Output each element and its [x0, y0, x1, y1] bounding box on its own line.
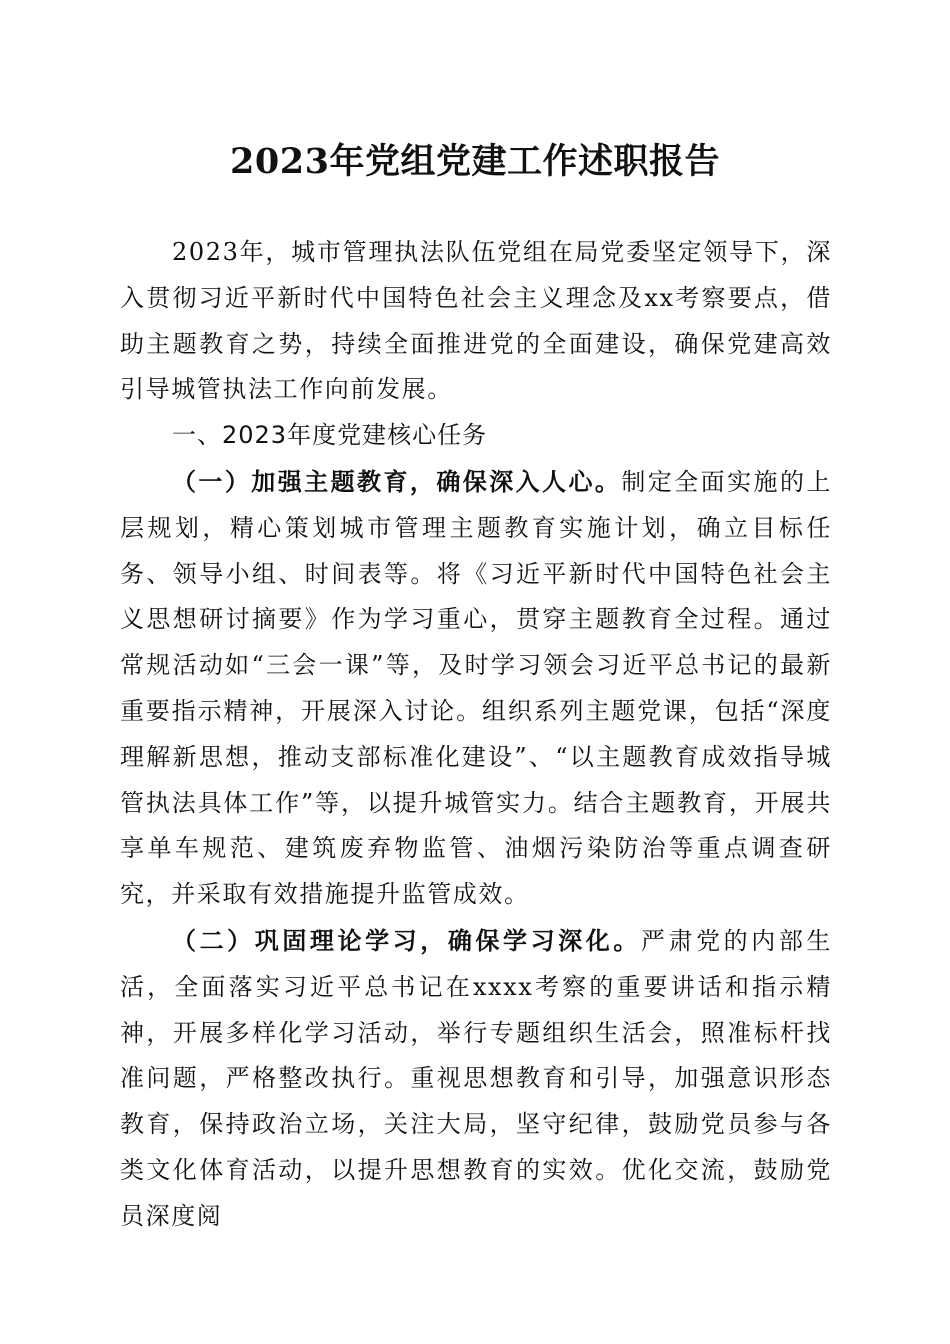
document-body: [120, 230, 832, 1240]
intro-paragraph: 2023年，城市管理执法队伍党组在局党委坚定领导下，深入贯彻习近平新时代中国特色社会主义理念及xx考察要点，借助主题教育之势，持续全面推进党的全面建设，确保党建高效引导城管执法工作向前发展。: [120, 238, 832, 404]
item-text-1: 制定全面实施的上层规划，精心策划城市管理主题教育实施计划，确立目标任务、领导小组、时间表等。将《习近平新时代中国特色社会主义思想研讨摘要》作为学习重心，贯穿主题教育全过程。通过常规活动如“三会一课”等，及时学习领会习近平总书记的最新重要指示精神，开展深入讨论。组织系列主题党课，包括“深度理解新思想，推动支部标准化建设”、“以主题教育成效指导城管执法具体工作”等，以提升城管实力。结合主题教育，开展共享单车规范、建筑废弃物监管、油烟污染防治等重点调查研究，并采取有效措施提升监管成效。: [120, 467, 832, 909]
item-lead-1: （一）加强主题教育，确保深入人心。: [172, 466, 622, 496]
item-text-2: 严肃党的内部生活，全面落实习近平总书记在xxxx考察的重要讲话和指示精神，开展多样化学习活动，举行专题组织生活会，照准标杆找准问题，严格整改执行。重视思想教育和引导，加强意识形态教育，保持政治立场，关注大局，坚守纪律，鼓励党员参与各类文化体育活动，以提升思想教育的实效。优化交流，鼓励党员深度阅: [120, 926, 832, 1230]
item-lead-2: （二）巩固理论学习，确保学习深化。: [172, 925, 641, 955]
item-paragraph-2: [120, 918, 832, 1240]
item-paragraph-1: [120, 459, 832, 918]
section-heading: 一、2023年度党建核心任务: [172, 421, 488, 450]
document-title: 2023年党组党建工作述职报告: [230, 141, 720, 182]
